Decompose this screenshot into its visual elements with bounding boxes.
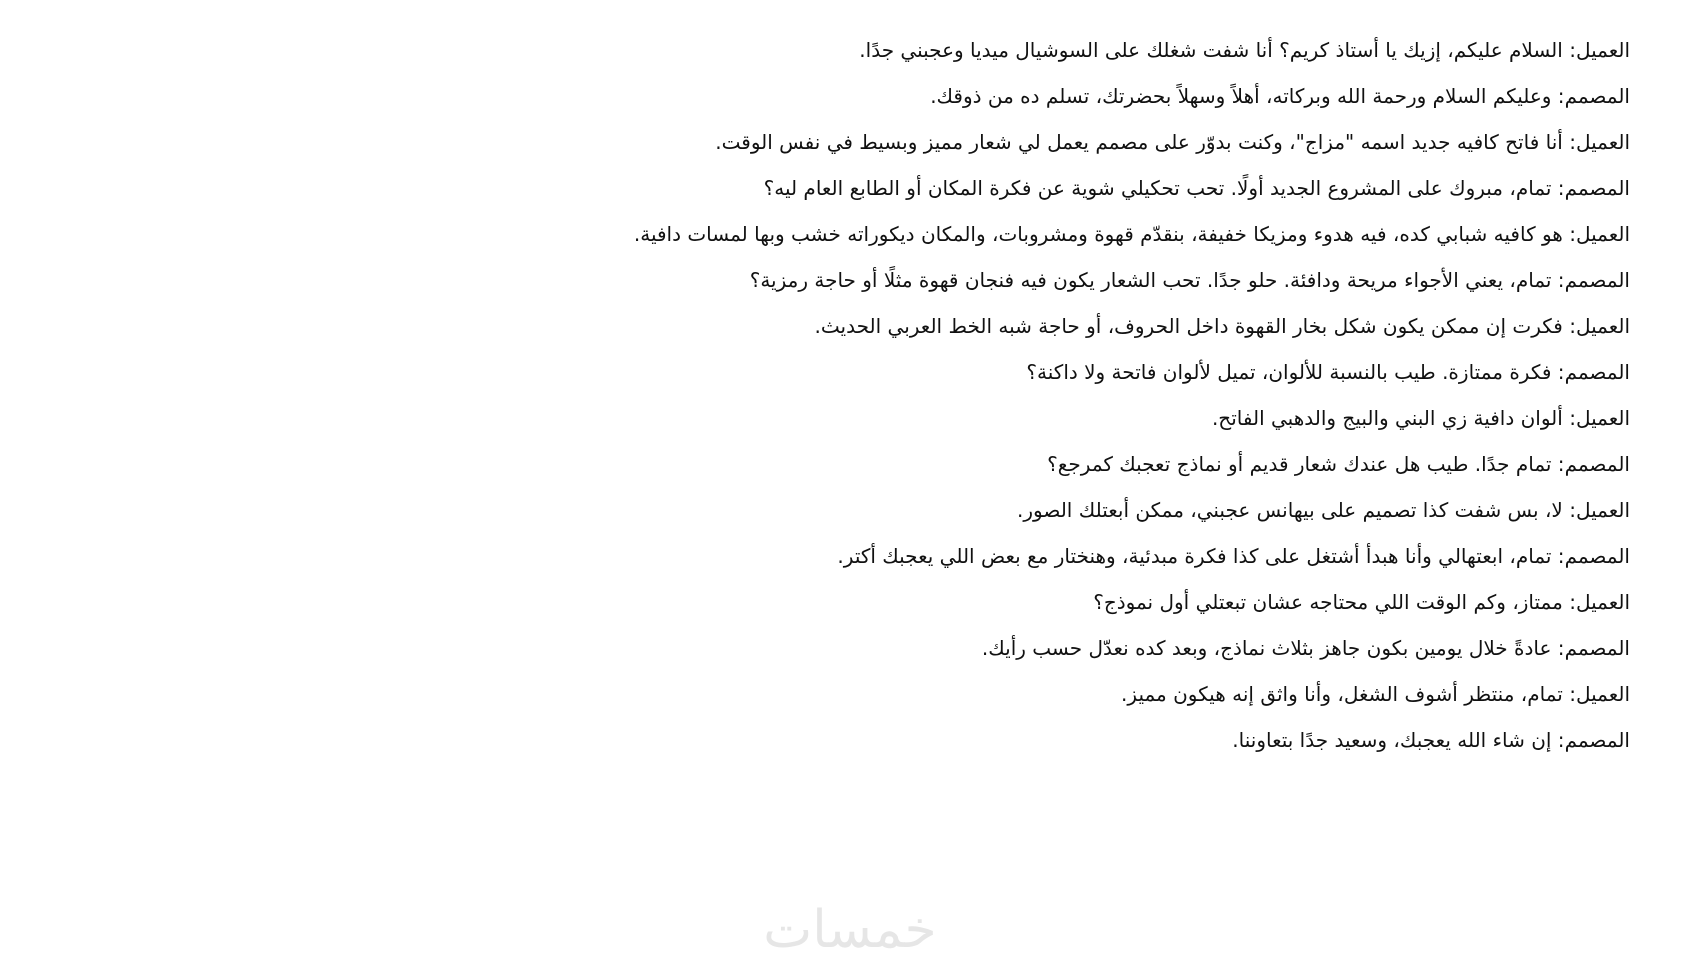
transcript-line: العميل: السلام عليكم، إزيك يا أستاذ كريم؟ أنا شفت شغلك على السوشيال ميديا وعجبني جدًا. (859, 38, 1630, 62)
speaker-label: العميل (1575, 498, 1630, 522)
message-text: تمام، ابعتهالي وأنا هبدأ أشتغل على كذا فكرة مبدئية، وهنختار مع بعض اللي يعجبك أكتر. (837, 544, 1552, 568)
speaker-label: العميل (1575, 314, 1630, 338)
speaker-label: العميل (1575, 38, 1630, 62)
transcript-line: العميل: أنا فاتح كافيه جديد اسمه "مزاج"، وكنت بدوّر على مصمم يعمل لي شعار مميز وبسيط في نفس الوقت. (715, 130, 1630, 154)
message-text: فكرة ممتازة. طيب بالنسبة للألوان، تميل لألوان فاتحة ولا داكنة؟ (1026, 360, 1552, 384)
speaker-label: المصمم (1564, 544, 1630, 568)
message-text: هو كافيه شبابي كده، فيه هدوء ومزيكا خفيفة، بنقدّم قهوة ومشروبات، والمكان ديكوراته خشب وبها لمسات دافية. (633, 222, 1563, 246)
transcript-line: العميل: تمام، منتظر أشوف الشغل، وأنا واثق إنه هيكون مميز. (1121, 682, 1630, 706)
transcript-line: العميل: ممتاز، وكم الوقت اللي محتاجه عشان تبعتلي أول نموذج؟ (1093, 590, 1630, 614)
transcript-line: المصمم: عادةً خلال يومين بكون جاهز بثلاث نماذج، وبعد كده نعدّل حسب رأيك. (981, 636, 1630, 660)
speaker-label: العميل (1575, 130, 1630, 154)
speaker-label: العميل (1575, 406, 1630, 430)
message-text: إن شاء الله يعجبك، وسعيد جدًا بتعاوننا. (1232, 728, 1552, 752)
transcript-line: المصمم: تمام جدًا. طيب هل عندك شعار قديم أو نماذج تعجبك كمرجع؟ (1047, 452, 1630, 476)
speaker-label: المصمم (1564, 84, 1630, 108)
speaker-label: المصمم (1564, 728, 1630, 752)
speaker-label: المصمم (1564, 268, 1630, 292)
speaker-label: المصمم (1564, 176, 1630, 200)
message-text: تمام، يعني الأجواء مريحة ودافئة. حلو جدًا. تحب الشعار يكون فيه فنجان قهوة مثلًا أو حاجة رمزية؟ (749, 268, 1552, 292)
khamsat-watermark: خمسات (763, 900, 937, 960)
message-text: لا، بس شفت كذا تصميم على بيهانس عجبني، ممكن أبعتلك الصور. (1017, 498, 1563, 522)
transcript-line: المصمم: تمام، ابعتهالي وأنا هبدأ أشتغل على كذا فكرة مبدئية، وهنختار مع بعض اللي يعجبك أكتر. (837, 544, 1630, 568)
transcript-line: المصمم: فكرة ممتازة. طيب بالنسبة للألوان، تميل لألوان فاتحة ولا داكنة؟ (1026, 360, 1630, 384)
conversation-transcript (80, 38, 1630, 774)
transcript-line: العميل: لا، بس شفت كذا تصميم على بيهانس عجبني، ممكن أبعتلك الصور. (1017, 498, 1630, 522)
transcript-line: المصمم: تمام، يعني الأجواء مريحة ودافئة. حلو جدًا. تحب الشعار يكون فيه فنجان قهوة مثلًا أو حاجة رمزية؟ (749, 268, 1630, 292)
message-text: تمام، منتظر أشوف الشغل، وأنا واثق إنه هيكون مميز. (1121, 682, 1563, 706)
speaker-label: العميل (1575, 682, 1630, 706)
transcript-line: العميل: فكرت إن ممكن يكون شكل بخار القهوة داخل الحروف، أو حاجة شبه الخط العربي الحديث. (814, 314, 1630, 338)
transcript-line: المصمم: تمام، مبروك على المشروع الجديد أولًا. تحب تحكيلي شوية عن فكرة المكان أو الطابع العام ليه؟ (763, 176, 1630, 200)
speaker-label: المصمم (1564, 452, 1630, 476)
transcript-line: العميل: ألوان دافية زي البني والبيج والدهبي الفاتح. (1211, 406, 1630, 430)
message-text: فكرت إن ممكن يكون شكل بخار القهوة داخل الحروف، أو حاجة شبه الخط العربي الحديث. (814, 314, 1563, 338)
transcript-line: العميل: هو كافيه شبابي كده، فيه هدوء ومزيكا خفيفة، بنقدّم قهوة ومشروبات، والمكان ديكوراته خشب وبها لمسات دافية. (633, 222, 1630, 246)
message-text: وعليكم السلام ورحمة الله وبركاته، أهلاً وسهلاً بحضرتك، تسلم ده من ذوقك. (930, 84, 1552, 108)
message-text: أنا فاتح كافيه جديد اسمه "مزاج"، وكنت بدوّر على مصمم يعمل لي شعار مميز وبسيط في نفس الوقت. (715, 130, 1563, 154)
message-text: عادةً خلال يومين بكون جاهز بثلاث نماذج، وبعد كده نعدّل حسب رأيك. (981, 636, 1552, 660)
speaker-label: المصمم (1564, 636, 1630, 660)
message-text: تمام جدًا. طيب هل عندك شعار قديم أو نماذج تعجبك كمرجع؟ (1047, 452, 1552, 476)
message-text: ممتاز، وكم الوقت اللي محتاجه عشان تبعتلي أول نموذج؟ (1093, 590, 1563, 614)
speaker-label: العميل (1575, 590, 1630, 614)
transcript-line: المصمم: إن شاء الله يعجبك، وسعيد جدًا بتعاوننا. (1232, 728, 1630, 752)
speaker-label: العميل (1575, 222, 1630, 246)
speaker-label: المصمم (1564, 360, 1630, 384)
message-text: تمام، مبروك على المشروع الجديد أولًا. تحب تحكيلي شوية عن فكرة المكان أو الطابع العام ليه؟ (763, 176, 1552, 200)
transcript-line: المصمم: وعليكم السلام ورحمة الله وبركاته، أهلاً وسهلاً بحضرتك، تسلم ده من ذوقك. (930, 84, 1630, 108)
message-text: السلام عليكم، إزيك يا أستاذ كريم؟ أنا شفت شغلك على السوشيال ميديا وعجبني جدًا. (859, 38, 1563, 62)
message-text: ألوان دافية زي البني والبيج والدهبي الفاتح. (1211, 406, 1563, 430)
